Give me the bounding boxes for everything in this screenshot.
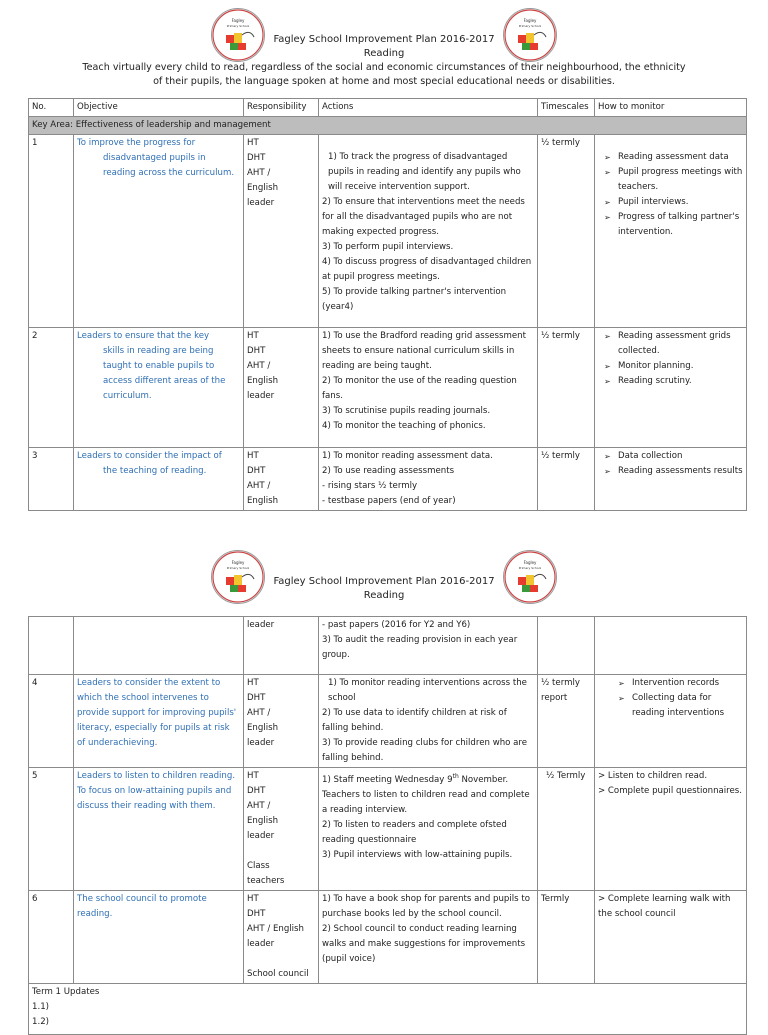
monitor-item: ➢ Pupil progress meetings with teachers.	[618, 165, 743, 195]
row-number: 6	[29, 891, 74, 984]
monitor-item: ➢ Reading assessment data	[618, 150, 743, 165]
action-item: 1) To use the Bradford reading grid assessment sheets to ensure national curriculum skills in reading are being taught.	[322, 331, 526, 371]
responsibility-line: English	[247, 376, 279, 386]
action-item: - past papers (2016 for Y2 and Y6)	[322, 620, 471, 630]
row-number: 3	[29, 448, 74, 511]
responsibility-cell	[244, 448, 319, 511]
actions-cell	[319, 328, 538, 448]
objective-cell	[74, 448, 244, 511]
svg-text:Fagley: Fagley	[231, 18, 245, 23]
table-row	[29, 675, 747, 768]
timescale-cell: ½ termly	[538, 135, 595, 328]
monitor-item: ➢ Pupil interviews.	[618, 195, 743, 210]
responsibility-spacer	[247, 844, 315, 859]
responsibility-line: leader	[247, 198, 275, 208]
action-item: 4) To monitor the teaching of phonics.	[322, 421, 486, 431]
objective-text: To improve the progress for	[77, 138, 196, 148]
objective-text: disadvantaged pupils in reading across the curriculum.	[103, 153, 235, 178]
responsibility-line: HT	[247, 331, 259, 341]
action-item: 3) To perform pupil interviews.	[322, 242, 454, 252]
svg-text:Primary School: Primary School	[518, 24, 542, 28]
responsibility-cell	[244, 891, 319, 984]
updates-cell	[29, 984, 747, 1035]
table-row	[29, 135, 747, 328]
column-header: Responsibility	[244, 99, 319, 117]
responsibility-line: AHT /	[247, 801, 271, 811]
monitor-cell	[595, 617, 747, 675]
page-subtitle: Reading	[363, 590, 405, 601]
monitor-item: ➢ Reading assessment grids collected.	[618, 329, 743, 359]
monitor-cell	[595, 135, 747, 328]
objective-cell	[74, 328, 244, 448]
responsibility-cell	[244, 675, 319, 768]
column-header: No.	[29, 99, 74, 117]
monitor-cell	[595, 891, 747, 984]
responsibility-spacer	[247, 952, 315, 967]
responsibility-line: English	[247, 496, 279, 506]
table-row	[29, 768, 747, 891]
responsibility-line: English	[247, 723, 279, 733]
responsibility-line: teachers	[247, 876, 285, 886]
updates-item: 1.2)	[32, 1017, 50, 1027]
intro-line: of their pupils, the language spoken at home and most special educational needs or disabilities.	[153, 76, 615, 87]
row-number: 4	[29, 675, 74, 768]
objective-text: The school council to promote reading.	[74, 891, 244, 984]
table-row	[29, 617, 747, 675]
responsibility-line: HT	[247, 138, 259, 148]
objective-text: the teaching of reading.	[103, 466, 207, 476]
column-header: Actions	[319, 99, 538, 117]
objective-text: Leaders to ensure that the key	[77, 331, 210, 341]
updates-title: Term 1 Updates	[32, 987, 100, 997]
monitor-item: ➢ Collecting data for reading interventions	[632, 691, 743, 721]
responsibility-cell	[244, 328, 319, 448]
key-area-row	[29, 117, 747, 135]
table-row	[29, 891, 747, 984]
actions-cell	[319, 675, 538, 768]
monitor-item: ➢ Data collection	[618, 449, 743, 464]
timescale-cell: ½ termly	[538, 328, 595, 448]
monitor-item: > Complete pupil questionnaires.	[598, 786, 743, 796]
responsibility-cell	[244, 768, 319, 891]
table-row	[29, 448, 747, 511]
responsibility-line: DHT	[247, 909, 266, 919]
row-number: 2	[29, 328, 74, 448]
timescale-cell: ½ termly	[538, 448, 595, 511]
objective-text: Leaders to consider the impact of	[77, 451, 222, 461]
responsibility-line: AHT /	[247, 708, 271, 718]
timescale-cell	[538, 617, 595, 675]
responsibility-line: DHT	[247, 153, 266, 163]
action-item: 3) Pupil interviews with low-attaining pupils.	[322, 849, 513, 860]
actions-cell	[319, 768, 538, 891]
objective-text: Leaders to listen to children reading. To focus on low-attaining pupils and discuss their reading with them.	[74, 768, 244, 891]
improvement-plan-table	[28, 616, 747, 1035]
column-header: How to monitor	[595, 99, 747, 117]
responsibility-line: AHT / English	[247, 924, 304, 934]
objective-text: Leaders to consider the extent to which the school intervenes to provide support for improving pupils' literacy, especially for pupils at risk of underachieving.	[74, 675, 244, 768]
responsibility-line: leader	[247, 831, 275, 841]
action-text: November.	[458, 774, 509, 785]
monitor-item: ➢ Reading assessments results	[618, 464, 743, 479]
responsibility-line: leader	[247, 738, 275, 748]
responsibility-line: leader	[247, 939, 275, 949]
action-item: 1) To monitor reading interventions across the school	[328, 678, 527, 703]
monitor-item: ➢ Intervention records	[632, 676, 743, 691]
monitor-cell	[595, 675, 747, 768]
monitor-item: > Listen to children read.	[598, 771, 708, 781]
timescale-cell: ½ termly report	[538, 675, 595, 768]
responsibility-line: HT	[247, 771, 259, 781]
responsibility-line: AHT /	[247, 168, 271, 178]
timescale-cell: Termly	[538, 891, 595, 984]
responsibility-line: AHT /	[247, 361, 271, 371]
responsibility-line: DHT	[247, 693, 266, 703]
actions-cell	[319, 448, 538, 511]
responsibility-line: AHT /	[247, 481, 271, 491]
updates-row	[29, 984, 747, 1035]
action-item: 2) To listen to readers and complete ofsted reading questionnaire	[322, 819, 507, 845]
key-area-label: Key Area: Effectiveness of leadership and management	[29, 117, 747, 135]
action-text: 1) Staff meeting Wednesday 9	[322, 774, 453, 785]
action-item: 2) School council to conduct reading learning walks and make suggestions for improvements (pupil voice)	[322, 924, 526, 964]
page-subtitle: Reading	[363, 48, 405, 59]
monitor-item: > Complete learning walk with the school council	[598, 894, 731, 919]
objective-text: skills in reading are being taught to enable pupils to access different areas of the curriculum.	[103, 346, 226, 401]
action-item: 2) To monitor the use of the reading question fans.	[322, 376, 517, 401]
action-item: 4) To discuss progress of disadvantaged children at pupil progress meetings.	[322, 257, 532, 282]
action-item: 3) To audit the reading provision in each year group.	[322, 635, 518, 660]
responsibility-line: DHT	[247, 466, 266, 476]
action-item: 2) To use data to identify children at risk of falling behind.	[322, 708, 507, 733]
improvement-plan-table	[28, 98, 747, 511]
monitor-cell	[595, 328, 747, 448]
svg-text:Fagley: Fagley	[523, 560, 537, 565]
responsibility-line: HT	[247, 451, 259, 461]
action-item: 2) To use reading assessments	[322, 466, 455, 476]
objective-cell	[74, 135, 244, 328]
svg-text:Primary School: Primary School	[226, 24, 250, 28]
action-item: - testbase papers (end of year)	[322, 496, 456, 506]
responsibility-line: leader	[247, 620, 275, 630]
responsibility-line: leader	[247, 391, 275, 401]
action-item	[322, 769, 534, 788]
responsibility-line: HT	[247, 678, 259, 688]
responsibility-line: DHT	[247, 786, 266, 796]
action-item: 3) To scrutinise pupils reading journals.	[322, 406, 491, 416]
monitor-item: ➢ Reading scrutiny.	[618, 374, 743, 389]
column-header: Timescales	[538, 99, 595, 117]
intro-line: Teach virtually every child to read, regardless of the social and economic circumstances of their neighbourhood, the ethnicity	[82, 62, 686, 73]
monitor-cell	[595, 768, 747, 891]
row-number	[29, 617, 74, 675]
responsibility-line: HT	[247, 894, 259, 904]
monitor-cell	[595, 448, 747, 511]
actions-cell	[319, 617, 538, 675]
timescale-cell: ½ Termly	[538, 768, 595, 891]
column-header: Objective	[74, 99, 244, 117]
row-number: 5	[29, 768, 74, 891]
monitor-item: ➢ Progress of talking partner's intervention.	[618, 210, 743, 240]
objective-cell	[74, 617, 244, 675]
action-item: Teachers to listen to children read and complete a reading interview.	[322, 789, 530, 815]
responsibility-line: English	[247, 183, 279, 193]
action-item: 3) To provide reading clubs for children who are falling behind.	[322, 738, 528, 763]
responsibility-line: School council	[247, 969, 309, 979]
action-superscript: th	[452, 773, 459, 780]
actions-cell	[319, 135, 538, 328]
responsibility-cell	[244, 617, 319, 675]
responsibility-line: Class	[247, 861, 270, 871]
row-number: 1	[29, 135, 74, 328]
svg-text:Fagley: Fagley	[523, 18, 537, 23]
page-title: Fagley School Improvement Plan 2016-2017	[273, 34, 495, 45]
action-item: - rising stars ½ termly	[322, 481, 418, 491]
action-item: 1) To monitor reading assessment data.	[322, 451, 493, 461]
svg-text:Primary School: Primary School	[518, 566, 542, 570]
action-item: 5) To provide talking partner's intervention (year4)	[322, 287, 507, 312]
page-title: Fagley School Improvement Plan 2016-2017	[273, 576, 495, 587]
updates-item: 1.1)	[32, 1002, 50, 1012]
responsibility-cell	[244, 135, 319, 328]
table-row	[29, 328, 747, 448]
svg-text:Fagley: Fagley	[231, 560, 245, 565]
responsibility-line: English	[247, 816, 279, 826]
action-item: 2) To ensure that interventions meet the needs for all the disadvantaged pupils who are not making expected progress.	[322, 197, 525, 237]
monitor-item: ➢ Monitor planning.	[618, 359, 743, 374]
action-item: 1) To track the progress of disadvantaged pupils in reading and identify any pupils who will receive intervention support.	[328, 152, 521, 192]
action-item: 1) To have a book shop for parents and pupils to purchase books led by the school council.	[322, 894, 530, 919]
svg-text:Primary School: Primary School	[226, 566, 250, 570]
table-header-row	[29, 99, 747, 117]
responsibility-line: DHT	[247, 346, 266, 356]
actions-cell	[319, 891, 538, 984]
